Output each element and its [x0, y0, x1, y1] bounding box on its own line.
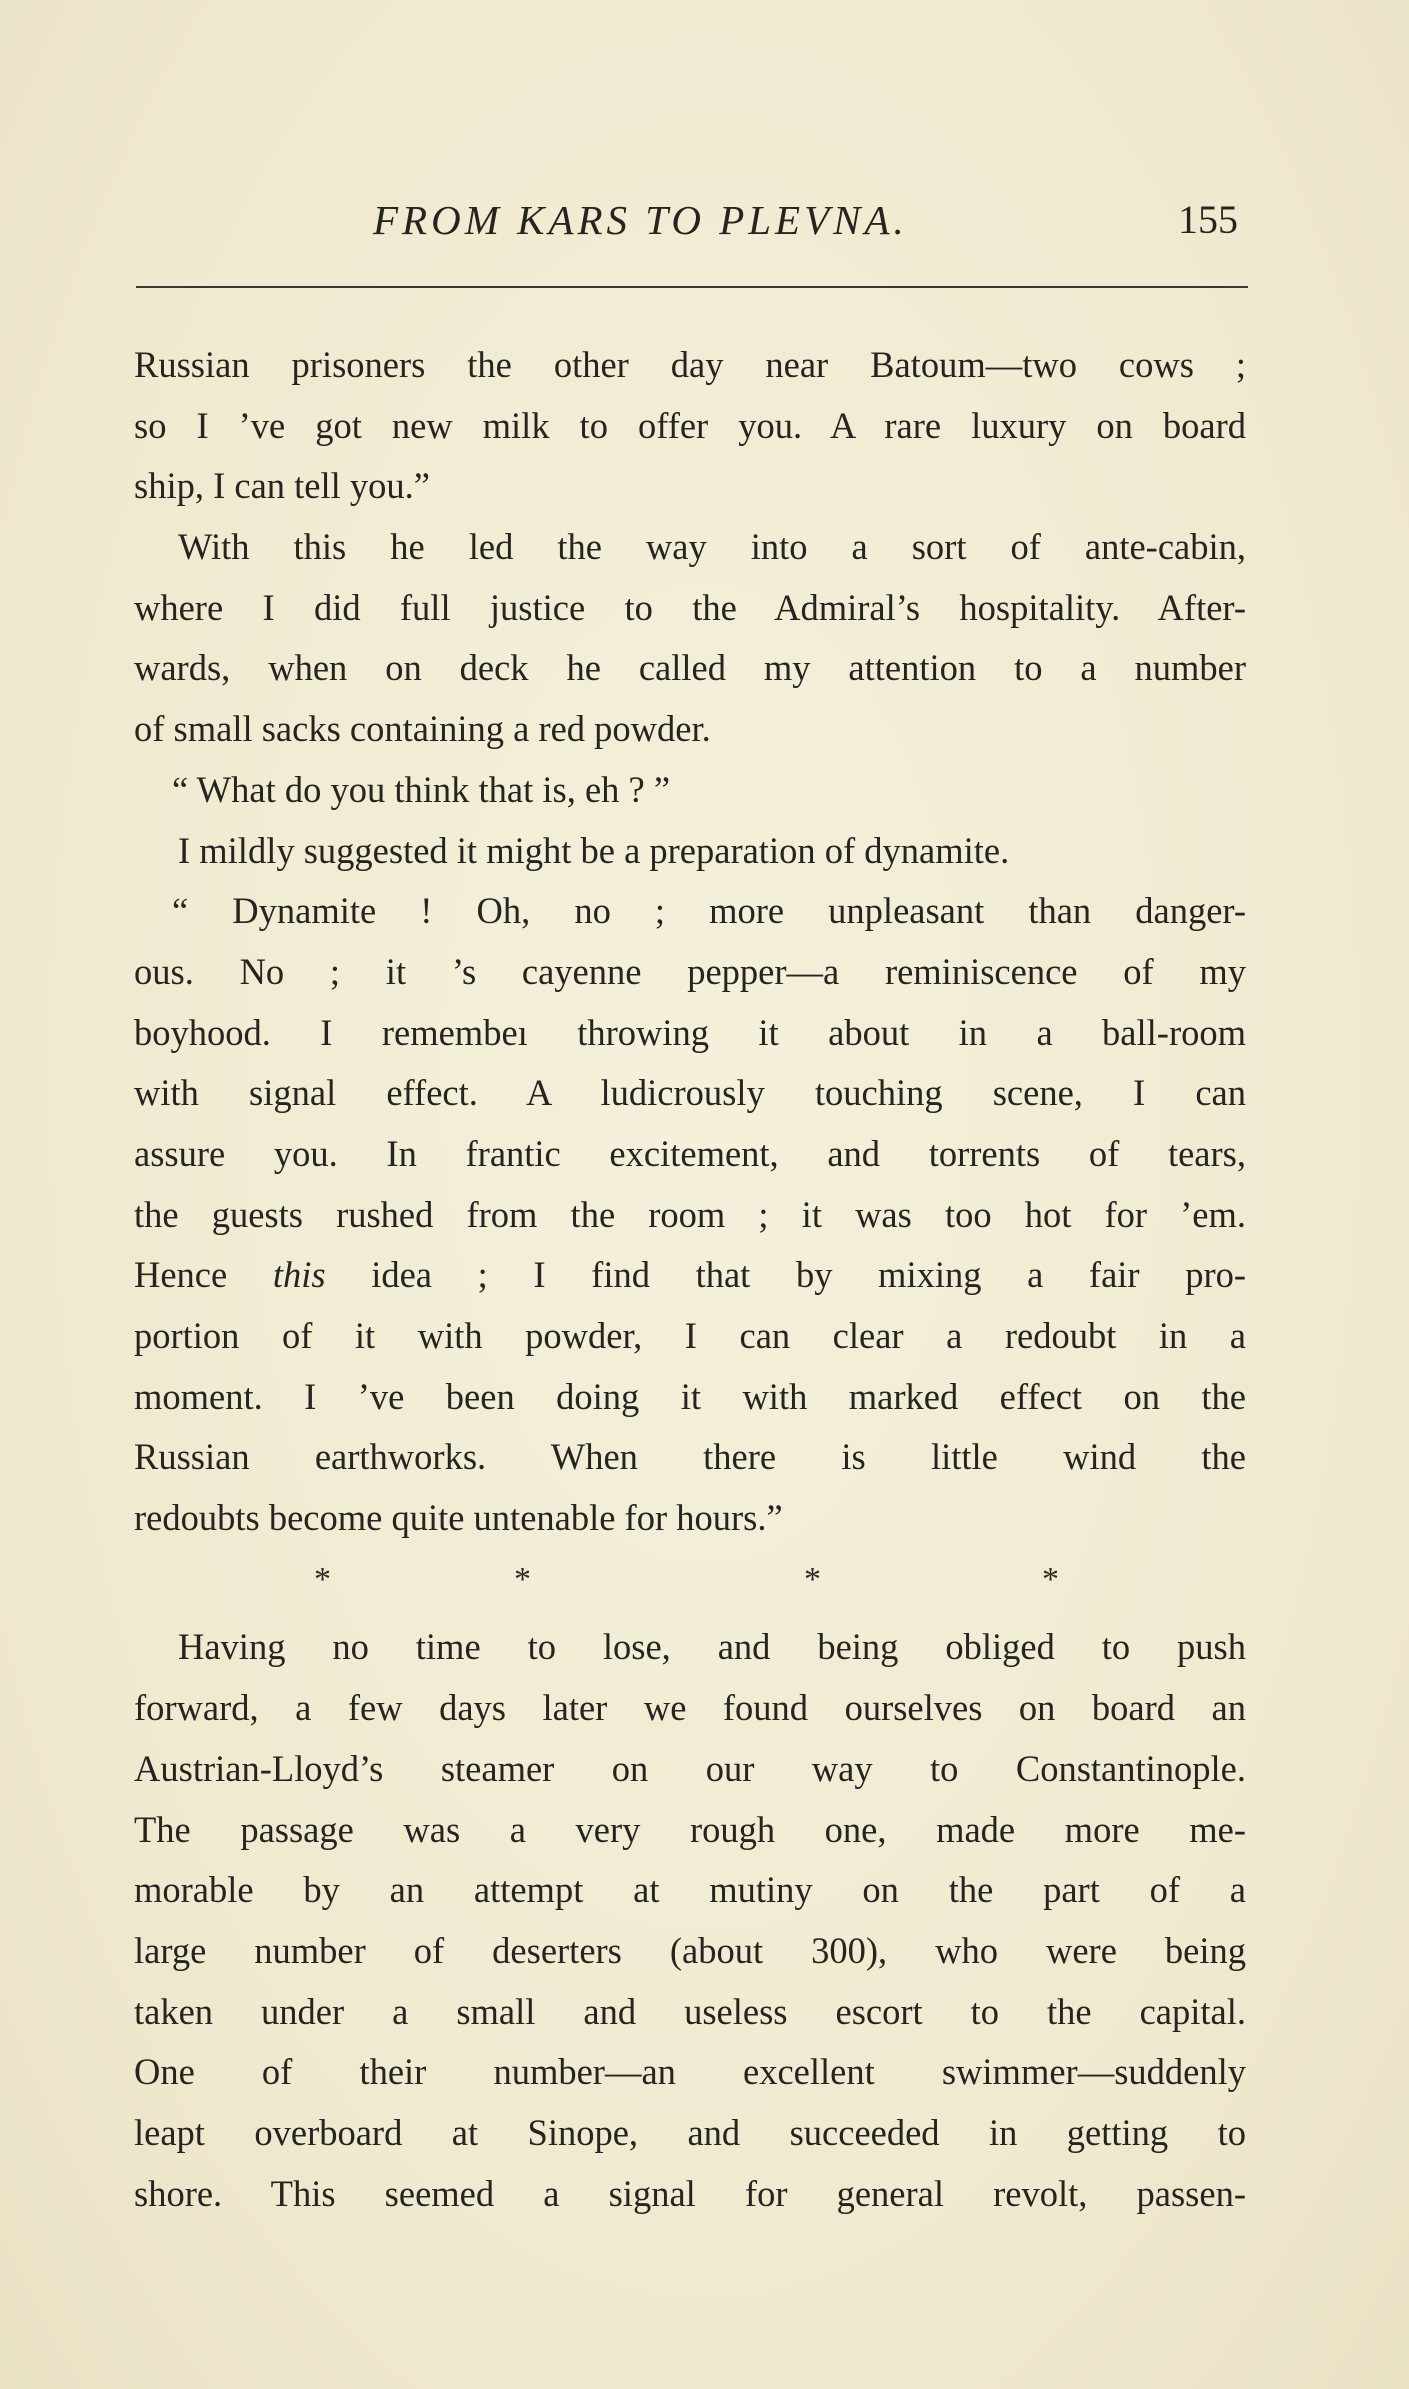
text-line: with signal effect. A ludicrously touching scene, I can [134, 1072, 1246, 1114]
text-line: of small sacks containing a red powder. [134, 708, 711, 750]
text-line: “ What do you think that is, eh ? ” [172, 768, 671, 810]
text-line: morable by an attempt at mutiny on the part of a [134, 1869, 1246, 1911]
asterisk: * [514, 1560, 531, 1598]
asterisk: * [314, 1560, 331, 1598]
text-segment: idea ; I find that by mixing a fair pro- [371, 1254, 1246, 1296]
text-line-with-italic [134, 1245, 1246, 1306]
asterisk: * [1042, 1560, 1059, 1598]
text-line: With this he led the way into a sort of ante-cabin, [178, 526, 1246, 568]
running-header [0, 196, 1409, 256]
text-line: the guests rushed from the room ; it was too hot for ’em. [134, 1193, 1246, 1235]
text-line: The passage was a very rough one, made more me- [134, 1808, 1246, 1850]
asterisk: * [804, 1560, 821, 1598]
section-break [134, 1549, 1246, 1610]
page-number: 155 [1178, 197, 1238, 242]
text-line: wards, when on deck he called my attention to a number [134, 647, 1246, 689]
text-line: taken under a small and useless escort to the capital. [134, 1990, 1246, 2032]
text-line: where I did full justice to the Admiral’s hospitality. After- [134, 586, 1246, 628]
text-segment: Hence [134, 1254, 228, 1296]
text-line: “ Dynamite ! Oh, no ; more unpleasant than danger- [172, 890, 1246, 932]
italic-word: this [272, 1254, 326, 1296]
text-line: portion of it with powder, I can clear a redoubt in a [134, 1315, 1246, 1356]
text-line: moment. I ’ve been doing it with marked effect on the [134, 1375, 1246, 1417]
text-line: so I ’ve got new milk to offer you. A rare luxury on board [134, 404, 1246, 446]
running-title: FROM KARS TO PLEVNA. [373, 197, 908, 243]
text-line: ship, I can tell you.” [134, 465, 430, 507]
text-line: Having no time to lose, and being obliged to push [178, 1626, 1246, 1668]
text-line: shore. This seemed a signal for general revolt, passen- [134, 2172, 1246, 2214]
text-line: forward, a few days later we found ourselves on board an [134, 1687, 1246, 1729]
text-line: redoubts become quite untenable for hours.” [134, 1497, 783, 1539]
text-line: I mildly suggested it might be a preparation of dynamite. [178, 829, 1010, 871]
body-text [134, 335, 1246, 2224]
text-line: Russian earthworks. When there is little wind the [134, 1436, 1246, 1478]
text-line: boyhood. I remembeı throwing it about in a ball-room [134, 1011, 1246, 1053]
text-line: One of their number—an excellent swimmer—suddenly [134, 2051, 1246, 2093]
header-rule [136, 286, 1248, 288]
text-line: ous. No ; it ’s cayenne pepper—a reminiscence of my [134, 950, 1246, 992]
text-line: Russian prisoners the other day near Batoum—two cows ; [134, 344, 1246, 385]
spacer [134, 1609, 1246, 1617]
text-line: large number of deserters (about 300), who were being [134, 1929, 1246, 1971]
text-line: assure you. In frantic excitement, and torrents of tears, [134, 1132, 1246, 1174]
text-line: leapt overboard at Sinope, and succeeded in getting to [134, 2111, 1246, 2153]
text-line: Austrian-Lloyd’s steamer on our way to Constantinople. [134, 1747, 1246, 1789]
